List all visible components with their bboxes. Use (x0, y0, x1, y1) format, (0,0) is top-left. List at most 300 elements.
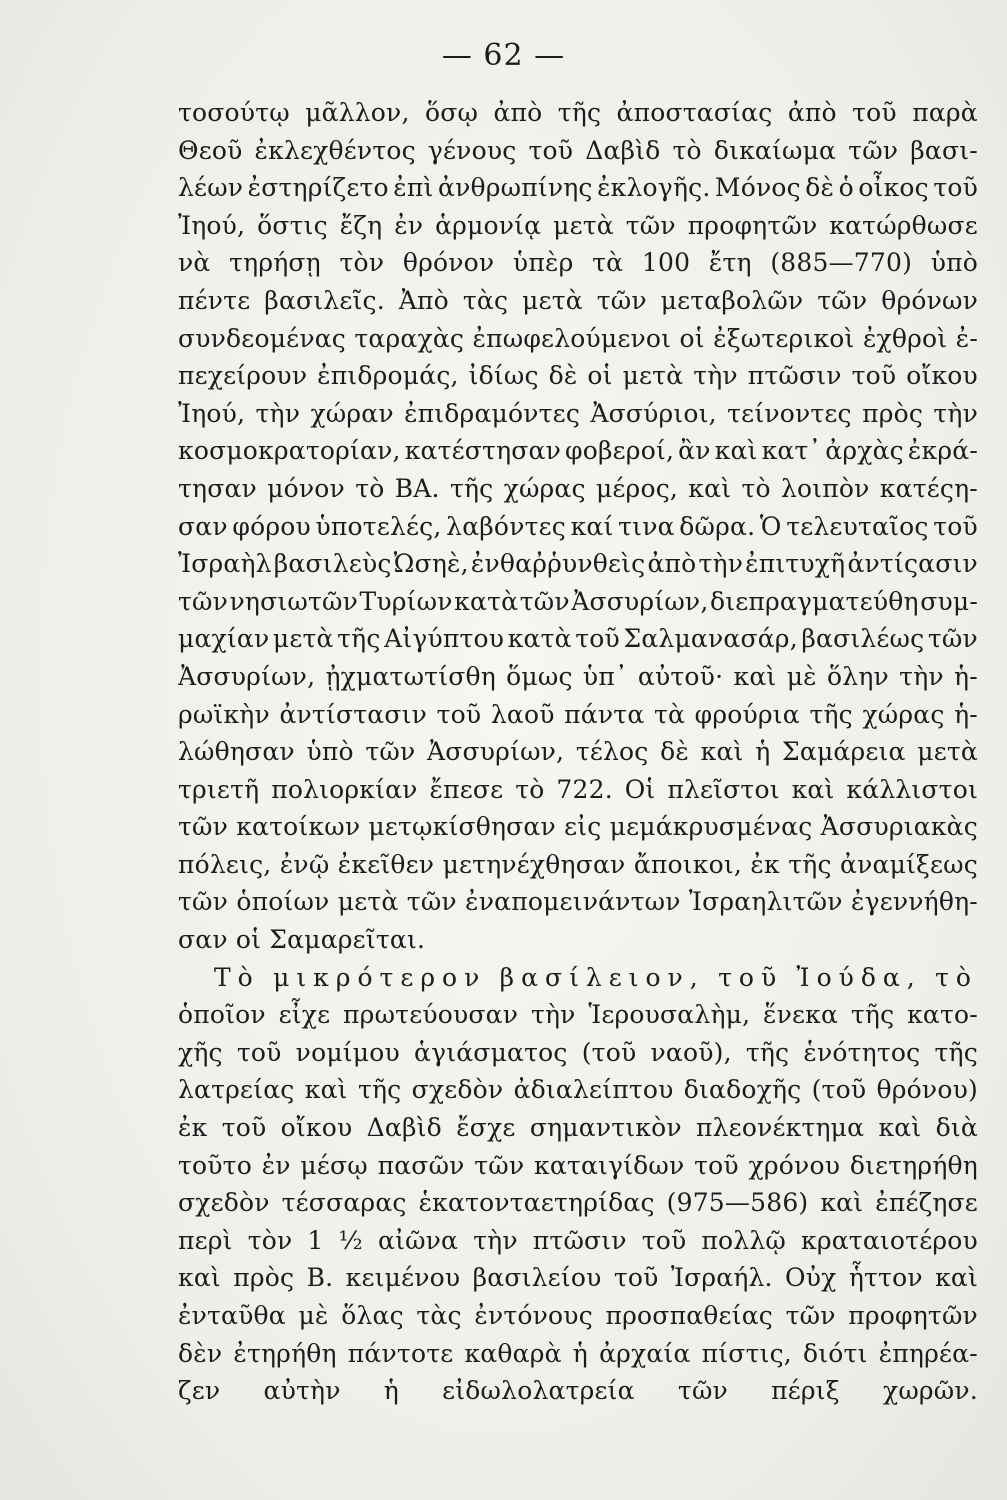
word: κατ᾽ (761, 436, 822, 466)
word: Μόνος (714, 173, 801, 203)
word: ἀντίςασιν (847, 549, 978, 579)
word: Β. (306, 1263, 334, 1293)
word: βασιλέως (801, 624, 925, 654)
word: λαβόντες (446, 511, 566, 541)
text-line (178, 696, 978, 734)
word: μετὰ (622, 361, 684, 391)
word: νὰ (178, 248, 211, 278)
word: ἑνότητος (803, 1037, 921, 1067)
text-line (178, 508, 978, 546)
text-line (178, 1109, 978, 1147)
word: ἐπέζησε (875, 1188, 978, 1218)
word: κραταιοτέρου (801, 1225, 978, 1255)
word: πρὸς (233, 1263, 295, 1293)
word: τοῦ (641, 1225, 687, 1255)
text-line (178, 808, 978, 846)
word: καὶ (791, 774, 835, 804)
word: καί (570, 511, 614, 541)
word: λατρείας (178, 1075, 295, 1105)
word: ἁγιάσματος (414, 1037, 568, 1067)
word: οἱ (587, 361, 613, 391)
text-line (178, 1184, 978, 1222)
word: εἰς (564, 812, 602, 842)
word: κατέςη- (879, 473, 978, 503)
word: κατὰ (507, 624, 572, 654)
word: μετὰ (553, 210, 614, 240)
word: συνδεομένας (178, 323, 346, 353)
word: τὸ (741, 473, 771, 503)
word: τὸ (355, 473, 385, 503)
word: κατο- (907, 1000, 978, 1030)
word: Τὸ (214, 962, 260, 992)
word: τῆς (850, 1000, 895, 1030)
word: ὑποτελές, (315, 511, 442, 541)
word: ἄποικοι, (633, 849, 743, 879)
word: κατέστησαν (404, 436, 561, 466)
word: (885—770) (770, 248, 913, 278)
word: ᾐχματωτίσθη (325, 661, 496, 691)
word: θρόνων (881, 285, 978, 315)
word: τῆς (557, 98, 602, 127)
word: ἐκρά- (907, 436, 978, 466)
word: ἐν (261, 1150, 291, 1180)
text-line (178, 733, 978, 771)
text-line (178, 1071, 978, 1109)
word: τῶν (596, 285, 647, 315)
word: ἐπιδρομάς, (317, 361, 459, 391)
word: ἡ (755, 737, 771, 767)
word: τοῦτο (178, 1150, 252, 1180)
word: ναοῦ), (650, 1037, 732, 1067)
word: τοῦ (236, 1037, 282, 1067)
word: ρωϊκὴν (178, 699, 270, 729)
word: Δαβὶδ (366, 1113, 442, 1143)
word: τῆς (809, 699, 853, 729)
word: τὴν (530, 1000, 576, 1030)
text-line (178, 846, 978, 884)
word: ἔτη (708, 248, 752, 278)
word: ὅλας (341, 1301, 404, 1330)
word: Σαμάρεια (782, 737, 906, 767)
word: τὴν (473, 1225, 518, 1255)
word: Ἀσσυρίων, (571, 586, 709, 616)
word: ἰδίως (468, 361, 539, 391)
word: δὲ (548, 361, 578, 391)
word: ἐπηρέα- (878, 1338, 978, 1368)
word: Ἰηού, (178, 398, 246, 428)
word: τῶν (817, 285, 868, 315)
word: κάλλιστοι (846, 774, 978, 804)
word: ὑπὸ (306, 737, 354, 767)
word: πίστις, (701, 1338, 792, 1368)
word: Ὠσηὲ, (393, 549, 469, 579)
word: βασιλείου (472, 1263, 602, 1293)
word: ὅσῳ (424, 98, 479, 127)
word: ἡ- (954, 699, 978, 729)
word: Ἰούδα, (796, 962, 922, 992)
word: αὐτοῦ· (637, 661, 724, 691)
word: γένους (427, 135, 517, 165)
word: τοῦ (933, 511, 978, 541)
word: ἐ- (955, 323, 978, 353)
word: ἕνεκα (763, 1000, 839, 1030)
word: τὸν (247, 1225, 293, 1255)
word: ὁποίων (236, 887, 330, 917)
word: ὅμως (506, 661, 573, 691)
word: μεμάκρυσμένας (609, 812, 813, 842)
word: τὴν (698, 549, 744, 579)
word: καὶ (178, 1263, 221, 1293)
word: τῶν (365, 737, 416, 767)
word: λώθησαν (178, 737, 295, 767)
word: μόνον (267, 473, 345, 503)
word: τοῦ (613, 1263, 659, 1293)
word: ταραχὰς (354, 323, 465, 353)
word: λέων (178, 173, 244, 203)
word: ἐπωφελούμενοι (472, 323, 672, 353)
word: καταιγίδων (534, 1150, 685, 1180)
word: τοῦ (694, 1150, 739, 1180)
word: Ἀπὸ (398, 285, 449, 315)
word: καὶ (733, 661, 777, 691)
word: ὁ (838, 173, 854, 203)
word: τὰς (462, 285, 509, 315)
word: Σαλμανασάρ, (623, 624, 798, 654)
word: χωρῶν. (882, 1376, 978, 1406)
word: τέλος (575, 737, 649, 767)
word: μὲ (786, 661, 817, 691)
word: τῶν (474, 1150, 525, 1180)
word: ἀρχαία (599, 1338, 691, 1368)
word: μικρότερον (273, 962, 487, 992)
word: ἐπιτυχῆ (745, 549, 846, 579)
word: τῶν (178, 887, 229, 917)
word: μετὰ (272, 624, 334, 654)
text-line (178, 244, 978, 282)
word: δικαίωμα (713, 135, 837, 165)
word: πεχείρουν (178, 361, 308, 391)
word: (975—586) (666, 1188, 809, 1218)
word: ½ (338, 1225, 363, 1255)
text-line (178, 1297, 978, 1335)
word: φόρου (232, 511, 311, 541)
text-line (178, 282, 978, 320)
word: τοῦ (933, 173, 978, 203)
word: τείνοντες (727, 398, 852, 428)
word: πτῶσιν (747, 361, 842, 391)
word: φοβεροί, (565, 436, 675, 466)
text-line (178, 1147, 978, 1185)
word: καὶ (304, 1075, 348, 1105)
word: Ἀσσυρίων, (178, 661, 316, 691)
word: ἐκεῖθεν (337, 849, 435, 879)
word: νομίμου (295, 1037, 400, 1067)
word: τὰ (653, 699, 686, 729)
text-line (178, 470, 978, 508)
word: τινα (618, 511, 675, 541)
word: ἂν (678, 436, 711, 466)
word: 100 (641, 248, 691, 278)
text-line (178, 1259, 978, 1297)
text-line (178, 620, 978, 658)
word: ἀνθρωπίνης (437, 173, 593, 203)
word: περὶ (178, 1225, 233, 1255)
word: ἐνταῦθα (178, 1301, 286, 1330)
text-line (178, 771, 978, 809)
word: ἐκλεχθέντος (254, 135, 416, 165)
word: τῶν (178, 586, 229, 616)
word: προσπαθείας (605, 1301, 773, 1330)
word: Τυρίων (359, 586, 453, 616)
word: τοῦ (575, 624, 620, 654)
word: ἐπιδραμόντες (404, 398, 581, 428)
word: Ἰσραηλιτῶν (688, 887, 843, 917)
word: δὲ (660, 737, 690, 767)
word: τελευταῖος (786, 511, 929, 541)
word: κατώρθωσε (829, 210, 978, 240)
word: τὴν (933, 398, 978, 428)
word: τοσούτῳ (178, 98, 290, 127)
text-line (178, 658, 978, 696)
word: διεπραγματεύθη (709, 586, 919, 616)
word: βασι- (910, 135, 978, 165)
word: Ὁ (759, 511, 782, 541)
word: καὶ (820, 1188, 864, 1218)
word: ὅλην (827, 661, 889, 691)
word: μᾶλλον, (305, 98, 410, 127)
word: ἐνθαῤῥυνθεὶς (470, 549, 646, 579)
word: τησαν (178, 473, 257, 503)
word: νησιωτῶν (229, 586, 358, 616)
word: τῶν (406, 887, 457, 917)
word: μέσῳ (300, 1150, 368, 1180)
word: τὸν (339, 248, 385, 278)
word: ἁρμονίᾳ (435, 210, 542, 240)
word: κατοίκων (236, 812, 361, 842)
word: Ἱερουσαλὴμ, (588, 1000, 751, 1030)
word: διετηρήθη (849, 1150, 978, 1180)
text-line (178, 320, 978, 358)
word: μετὰ (337, 887, 399, 917)
word: 1 (307, 1225, 324, 1255)
text-line (178, 996, 978, 1034)
word: χώραν (310, 398, 394, 428)
word: Ἀσσύριοι, (590, 398, 717, 428)
word: διὰ (935, 1113, 978, 1143)
word: τοῦ (718, 962, 784, 992)
text-line (178, 169, 978, 207)
word: σαν (178, 511, 228, 541)
text-line (178, 1034, 978, 1072)
word: τὴν (899, 661, 944, 691)
word: μεταβολῶν (660, 285, 804, 315)
text-line (178, 583, 978, 621)
text-line (178, 545, 978, 583)
word: Ἰσραὴλ (178, 549, 272, 579)
word: βασίλειον, (499, 962, 705, 992)
text-line (178, 357, 978, 395)
text-line (178, 395, 978, 433)
word: ἐξωτερικοὶ (713, 323, 855, 353)
word: ἀντίστασιν (279, 699, 428, 729)
word: προφητῶν (687, 210, 818, 240)
word: ἐστηρίζετο (247, 173, 389, 203)
word: μὲ (298, 1301, 329, 1330)
word: ἐκ (178, 1113, 208, 1143)
text-line (178, 883, 978, 921)
word: ἐγεννήθη- (850, 887, 978, 917)
word: τῆς (745, 1037, 790, 1067)
word: τοῦ (528, 135, 574, 165)
word: πάντοτε (347, 1338, 454, 1368)
word: τῶν (677, 1376, 728, 1406)
word: τοῦ (436, 699, 482, 729)
word: τοῦ (852, 98, 897, 127)
text-line (178, 207, 978, 245)
word: μετὰ (522, 285, 583, 315)
word: τὴν (693, 361, 738, 391)
word: τῆς (788, 849, 832, 879)
word: χώρας (503, 473, 586, 503)
word: τέσσαρας (281, 1188, 407, 1218)
word: τῶν (519, 586, 570, 616)
word: εἰδωλολατρεία (442, 1376, 635, 1406)
word: (τοῦ (811, 1075, 867, 1105)
word: τῶν (625, 210, 676, 240)
word: ἀπὸ (787, 98, 837, 127)
word: ἐκ (750, 849, 780, 879)
word: πλεῖστοι (667, 774, 780, 804)
word: τῆς (337, 624, 381, 654)
word: πέντε (178, 285, 251, 315)
word: αὐτὴν (263, 1376, 341, 1406)
word: (τοῦ (581, 1037, 637, 1067)
word: πτῶσιν (532, 1225, 627, 1255)
word: σχεδὸν (178, 1188, 270, 1218)
word: συμ- (920, 586, 978, 616)
word: Οὐχ (785, 1263, 837, 1293)
word: Ἰηού, (178, 210, 246, 240)
word: ὑπ᾽ (582, 661, 628, 691)
word: Θεοῦ (178, 135, 243, 165)
word: Ἀσσυρίων, (426, 737, 565, 767)
word: ἐκλογῆς. (597, 173, 711, 203)
page-number: — 62 — (441, 38, 566, 73)
word: μετῳκίσθησαν (368, 812, 556, 842)
word: διαδοχῆς (683, 1075, 802, 1105)
word: τῶν (178, 812, 229, 842)
word: μετὰ (917, 737, 978, 767)
word: ὅστις (257, 210, 328, 240)
word: ἐνῷ (279, 849, 330, 879)
word: αἰῶνα (377, 1225, 459, 1255)
word: πολλῷ (701, 1225, 786, 1255)
word: ἡ (572, 1338, 588, 1368)
word: δὲ (805, 173, 835, 203)
word: Αἰγύπτου (384, 624, 505, 654)
word: μέρος, (595, 473, 679, 503)
word: ἀναμίξεως (840, 849, 978, 879)
word: καθαρὰ (464, 1338, 562, 1368)
word: πέριξ (771, 1376, 840, 1406)
word: παρὰ (912, 98, 978, 127)
word: οἱ (679, 323, 705, 353)
word: εἶχε (278, 1000, 331, 1030)
word: λοιπὸν (780, 473, 870, 503)
word: χώρας (862, 699, 945, 729)
word: καὶ (935, 1263, 978, 1293)
text-line (178, 132, 978, 170)
text-line (178, 1372, 978, 1410)
word: τῆς (357, 1075, 402, 1105)
word: τριετῆ (178, 774, 260, 804)
word: οἶκος (858, 173, 929, 203)
word: 722. (556, 774, 613, 804)
word: Ἰσραήλ. (670, 1263, 773, 1293)
word: προφητῶν (848, 1301, 978, 1330)
word: Ἀσσυριακὰς (820, 812, 978, 842)
word: δὲν (178, 1338, 223, 1368)
word: τοῦ (851, 361, 897, 391)
word: τὴν (255, 398, 301, 428)
word: τὰ (592, 248, 624, 278)
body-text (178, 94, 978, 1410)
word: ἐπὶ (393, 173, 434, 203)
word: δῶρα. (679, 511, 756, 541)
word: τηρήσῃ (229, 248, 321, 278)
text-line (178, 1335, 978, 1373)
word: ζεν (178, 1376, 221, 1406)
word: πρὸς (862, 398, 924, 428)
word: χρόνου (748, 1150, 841, 1180)
word: οἴκου (280, 1113, 353, 1143)
word: κειμένου (345, 1263, 461, 1293)
text-line (178, 1222, 978, 1260)
word: οἴκου (906, 361, 978, 391)
word: καὶ (700, 737, 744, 767)
word: πάντα (564, 699, 645, 729)
word: τῆς (934, 1037, 978, 1067)
word: ἐν (394, 210, 424, 240)
word: ἀπὸ (647, 549, 697, 579)
word: τὸ (515, 774, 545, 804)
word: πασῶν (377, 1150, 465, 1180)
word: πολιορκίαν (271, 774, 418, 804)
word: τὸ (935, 962, 978, 992)
word: πόλεις, (178, 849, 272, 879)
word: διότι (803, 1338, 868, 1368)
text-line (178, 94, 978, 132)
word: θρόνου) (876, 1075, 978, 1105)
word: ἧττον (848, 1263, 923, 1293)
word: βασιλεὺς (273, 549, 392, 579)
word: ἀρχὰς (825, 436, 904, 466)
word: κοσμοκρατορίαν, (178, 436, 401, 466)
word: ἐναπομεινάντων (465, 887, 681, 917)
word: ἐτηρήθη (233, 1338, 337, 1368)
word: τῶν (848, 135, 899, 165)
text-line: σαν οἱ Σαμαρεῖται. (178, 925, 426, 955)
word: ΒΑ. (394, 473, 440, 503)
word: λαοῦ (490, 699, 555, 729)
word: μετηνέχθησαν (442, 849, 626, 879)
word: κατὰ (454, 586, 519, 616)
word: ἀποστασίας (616, 98, 773, 127)
word: ἑκατονταετηρίδας (418, 1188, 655, 1218)
word: ἀδιαλείπτου (513, 1075, 674, 1105)
word: τῆς (449, 473, 494, 503)
word: μαχίαν (178, 624, 270, 654)
